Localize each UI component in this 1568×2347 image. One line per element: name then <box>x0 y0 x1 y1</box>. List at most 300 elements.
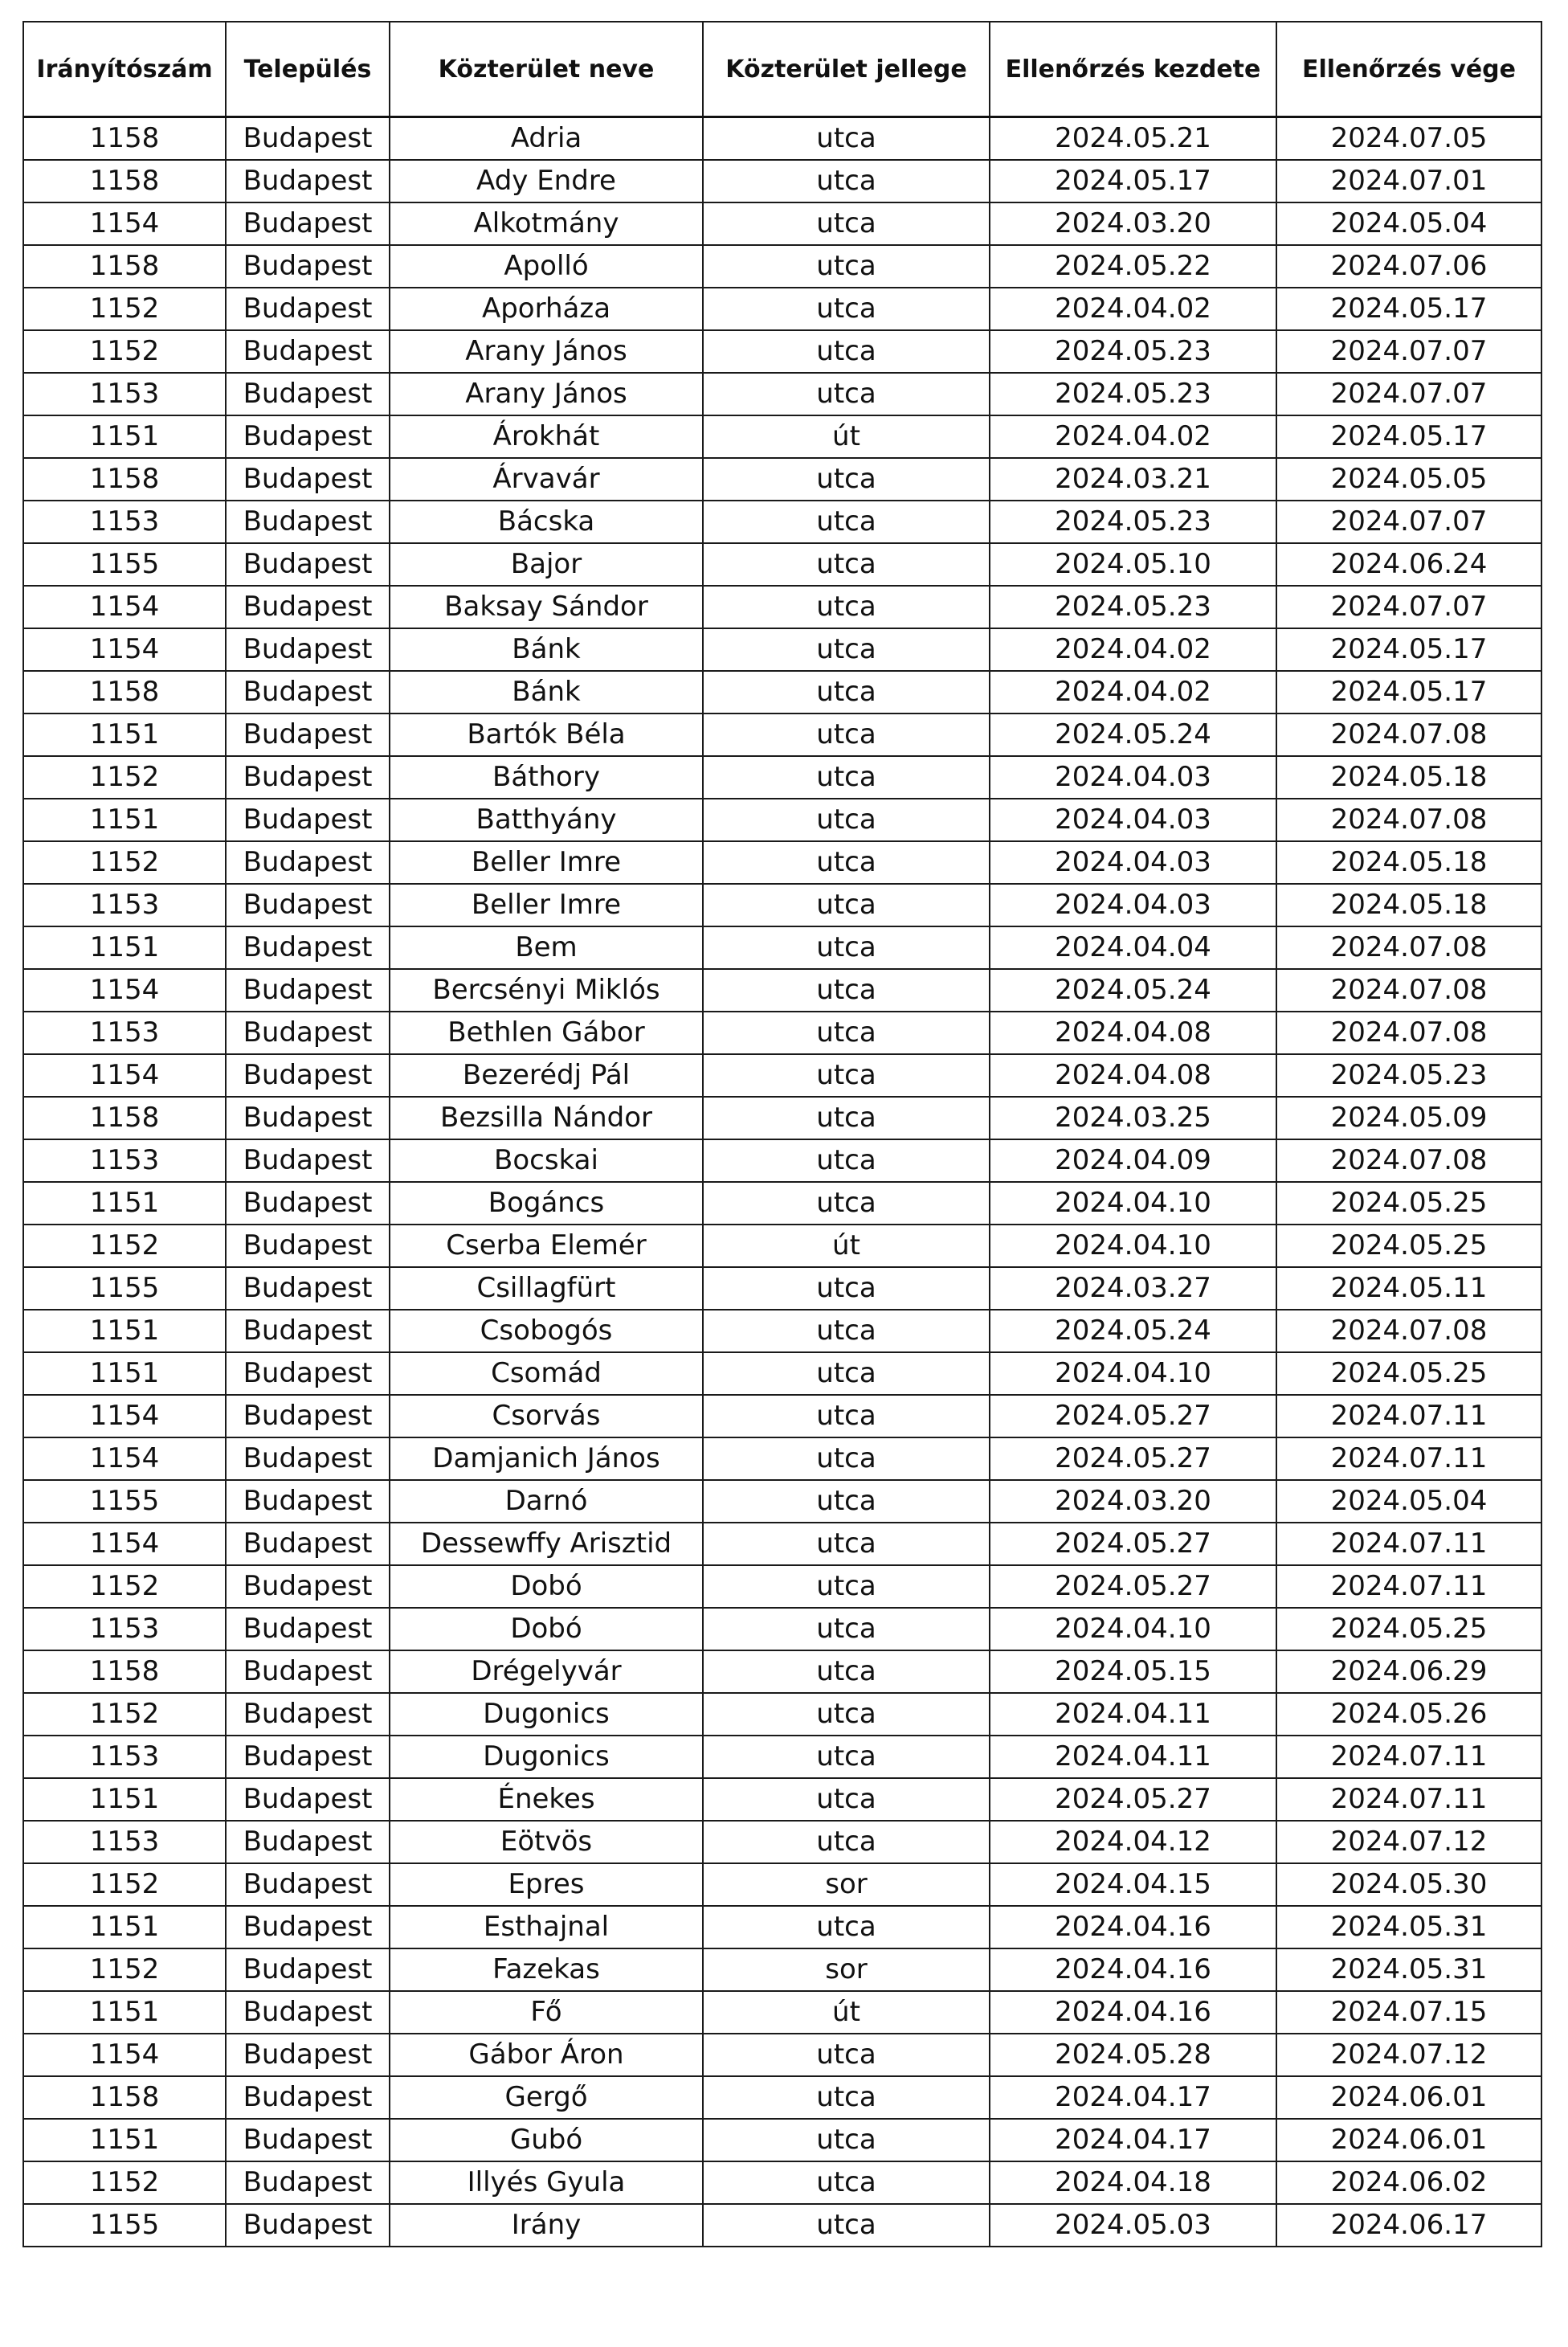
inspection-end-cell: 2024.06.02 <box>1276 2161 1541 2204</box>
settlement-cell: Budapest <box>226 2161 390 2204</box>
postal-code-cell: 1155 <box>23 1480 226 1523</box>
inspection-start-cell: 2024.05.27 <box>990 1565 1276 1608</box>
inspection-end-cell: 2024.05.05 <box>1276 458 1541 501</box>
street-name-cell: Árokhát <box>390 415 703 458</box>
street-type-cell: utca <box>703 1608 990 1650</box>
header-street-type: Közterület jellege <box>703 22 990 117</box>
table-row <box>23 1267 1541 1310</box>
inspection-start-cell: 2024.04.15 <box>990 1863 1276 1906</box>
table-row <box>23 288 1541 330</box>
inspection-end-cell: 2024.07.05 <box>1276 117 1541 161</box>
table-row <box>23 1608 1541 1650</box>
settlement-cell: Budapest <box>226 288 390 330</box>
settlement-cell: Budapest <box>226 2204 390 2247</box>
inspection-start-cell: 2024.05.23 <box>990 373 1276 415</box>
street-type-cell: út <box>703 415 990 458</box>
street-type-cell: utca <box>703 2119 990 2161</box>
street-type-cell: utca <box>703 1352 990 1395</box>
postal-code-cell: 1151 <box>23 1352 226 1395</box>
table-row <box>23 1693 1541 1736</box>
postal-code-cell: 1151 <box>23 1778 226 1821</box>
street-type-cell: sor <box>703 1948 990 1991</box>
inspection-start-cell: 2024.04.03 <box>990 841 1276 884</box>
table-row <box>23 1480 1541 1523</box>
table-row <box>23 543 1541 586</box>
postal-code-cell: 1152 <box>23 330 226 373</box>
settlement-cell: Budapest <box>226 1948 390 1991</box>
postal-code-cell: 1151 <box>23 799 226 841</box>
settlement-cell: Budapest <box>226 969 390 1012</box>
inspection-start-cell: 2024.05.21 <box>990 117 1276 161</box>
table-row <box>23 160 1541 202</box>
inspection-end-cell: 2024.05.11 <box>1276 1267 1541 1310</box>
street-type-cell: út <box>703 1991 990 2034</box>
street-type-cell: utca <box>703 586 990 628</box>
inspection-end-cell: 2024.05.09 <box>1276 1097 1541 1139</box>
street-type-cell: utca <box>703 1182 990 1225</box>
postal-code-cell: 1155 <box>23 543 226 586</box>
street-type-cell: utca <box>703 543 990 586</box>
settlement-cell: Budapest <box>226 1736 390 1778</box>
street-type-cell: utca <box>703 1778 990 1821</box>
table-row <box>23 1948 1541 1991</box>
inspection-end-cell: 2024.07.08 <box>1276 969 1541 1012</box>
settlement-cell: Budapest <box>226 756 390 799</box>
table-row <box>23 415 1541 458</box>
street-type-cell: utca <box>703 501 990 543</box>
inspection-end-cell: 2024.07.08 <box>1276 926 1541 969</box>
inspection-end-cell: 2024.07.12 <box>1276 2034 1541 2076</box>
postal-code-cell: 1151 <box>23 1906 226 1948</box>
street-name-cell: Gergő <box>390 2076 703 2119</box>
postal-code-cell: 1152 <box>23 1693 226 1736</box>
inspection-end-cell: 2024.05.17 <box>1276 671 1541 714</box>
inspection-start-cell: 2024.04.11 <box>990 1736 1276 1778</box>
inspection-start-cell: 2024.04.02 <box>990 628 1276 671</box>
inspection-start-cell: 2024.04.16 <box>990 1948 1276 1991</box>
header-settlement: Település <box>226 22 390 117</box>
postal-code-cell: 1152 <box>23 1948 226 1991</box>
inspection-start-cell: 2024.05.27 <box>990 1523 1276 1565</box>
inspection-end-cell: 2024.06.01 <box>1276 2076 1541 2119</box>
table-row <box>23 245 1541 288</box>
street-name-cell: Dugonics <box>390 1693 703 1736</box>
settlement-cell: Budapest <box>226 1310 390 1352</box>
street-name-cell: Esthajnal <box>390 1906 703 1948</box>
inspection-end-cell: 2024.07.11 <box>1276 1437 1541 1480</box>
header-inspection-start: Ellenőrzés kezdete <box>990 22 1276 117</box>
table-row <box>23 1437 1541 1480</box>
street-name-cell: Baksay Sándor <box>390 586 703 628</box>
postal-code-cell: 1154 <box>23 969 226 1012</box>
street-name-cell: Bartók Béla <box>390 714 703 756</box>
postal-code-cell: 1158 <box>23 160 226 202</box>
inspection-end-cell: 2024.05.17 <box>1276 628 1541 671</box>
street-type-cell: utca <box>703 288 990 330</box>
postal-code-cell: 1158 <box>23 2076 226 2119</box>
inspection-end-cell: 2024.06.01 <box>1276 2119 1541 2161</box>
inspection-start-cell: 2024.05.15 <box>990 1650 1276 1693</box>
inspection-end-cell: 2024.07.01 <box>1276 160 1541 202</box>
street-name-cell: Gábor Áron <box>390 2034 703 2076</box>
street-type-cell: utca <box>703 330 990 373</box>
inspection-end-cell: 2024.05.18 <box>1276 841 1541 884</box>
street-name-cell: Dessewffy Arisztid <box>390 1523 703 1565</box>
table-row <box>23 1565 1541 1608</box>
postal-code-cell: 1153 <box>23 1736 226 1778</box>
street-name-cell: Fazekas <box>390 1948 703 1991</box>
street-name-cell: Dugonics <box>390 1736 703 1778</box>
street-name-cell: Cserba Elemér <box>390 1225 703 1267</box>
postal-code-cell: 1152 <box>23 2161 226 2204</box>
inspection-end-cell: 2024.05.31 <box>1276 1948 1541 1991</box>
postal-code-cell: 1151 <box>23 2119 226 2161</box>
street-type-cell: utca <box>703 756 990 799</box>
inspection-end-cell: 2024.05.25 <box>1276 1352 1541 1395</box>
inspection-start-cell: 2024.05.22 <box>990 245 1276 288</box>
street-inspection-table <box>22 21 1542 2247</box>
inspection-start-cell: 2024.04.16 <box>990 1906 1276 1948</box>
street-name-cell: Árvavár <box>390 458 703 501</box>
postal-code-cell: 1154 <box>23 1437 226 1480</box>
settlement-cell: Budapest <box>226 1863 390 1906</box>
settlement-cell: Budapest <box>226 501 390 543</box>
inspection-start-cell: 2024.05.17 <box>990 160 1276 202</box>
street-type-cell: utca <box>703 117 990 161</box>
street-name-cell: Arany János <box>390 373 703 415</box>
street-name-cell: Bocskai <box>390 1139 703 1182</box>
postal-code-cell: 1155 <box>23 2204 226 2247</box>
street-type-cell: utca <box>703 2034 990 2076</box>
settlement-cell: Budapest <box>226 1139 390 1182</box>
inspection-start-cell: 2024.03.21 <box>990 458 1276 501</box>
postal-code-cell: 1153 <box>23 1608 226 1650</box>
table-row <box>23 799 1541 841</box>
postal-code-cell: 1158 <box>23 458 226 501</box>
settlement-cell: Budapest <box>226 1565 390 1608</box>
street-type-cell: utca <box>703 202 990 245</box>
inspection-end-cell: 2024.05.17 <box>1276 415 1541 458</box>
table-row <box>23 1395 1541 1437</box>
settlement-cell: Budapest <box>226 117 390 161</box>
street-type-cell: utca <box>703 1736 990 1778</box>
table-row <box>23 714 1541 756</box>
inspection-start-cell: 2024.05.03 <box>990 2204 1276 2247</box>
street-name-cell: Apolló <box>390 245 703 288</box>
inspection-end-cell: 2024.07.07 <box>1276 501 1541 543</box>
table-header <box>23 22 1541 117</box>
inspection-start-cell: 2024.04.04 <box>990 926 1276 969</box>
settlement-cell: Budapest <box>226 1650 390 1693</box>
table-row <box>23 1821 1541 1863</box>
settlement-cell: Budapest <box>226 415 390 458</box>
inspection-end-cell: 2024.05.25 <box>1276 1182 1541 1225</box>
table-row <box>23 671 1541 714</box>
street-name-cell: Bethlen Gábor <box>390 1012 703 1054</box>
inspection-start-cell: 2024.03.20 <box>990 1480 1276 1523</box>
header-street-name: Közterület neve <box>390 22 703 117</box>
table-row <box>23 1778 1541 1821</box>
inspection-start-cell: 2024.05.28 <box>990 2034 1276 2076</box>
inspection-start-cell: 2024.04.08 <box>990 1012 1276 1054</box>
inspection-start-cell: 2024.04.10 <box>990 1352 1276 1395</box>
inspection-end-cell: 2024.07.06 <box>1276 245 1541 288</box>
street-name-cell: Csorvás <box>390 1395 703 1437</box>
inspection-start-cell: 2024.04.10 <box>990 1225 1276 1267</box>
settlement-cell: Budapest <box>226 628 390 671</box>
street-type-cell: sor <box>703 1863 990 1906</box>
street-name-cell: Csomád <box>390 1352 703 1395</box>
street-type-cell: utca <box>703 1097 990 1139</box>
inspection-end-cell: 2024.07.08 <box>1276 714 1541 756</box>
postal-code-cell: 1151 <box>23 926 226 969</box>
street-type-cell: utca <box>703 160 990 202</box>
street-name-cell: Bánk <box>390 671 703 714</box>
street-type-cell: utca <box>703 1906 990 1948</box>
settlement-cell: Budapest <box>226 160 390 202</box>
postal-code-cell: 1154 <box>23 1395 226 1437</box>
settlement-cell: Budapest <box>226 1480 390 1523</box>
inspection-start-cell: 2024.05.24 <box>990 714 1276 756</box>
table-row <box>23 1650 1541 1693</box>
street-name-cell: Darnó <box>390 1480 703 1523</box>
table-row <box>23 1012 1541 1054</box>
settlement-cell: Budapest <box>226 202 390 245</box>
street-type-cell: utca <box>703 1310 990 1352</box>
inspection-end-cell: 2024.07.11 <box>1276 1778 1541 1821</box>
settlement-cell: Budapest <box>226 1054 390 1097</box>
inspection-end-cell: 2024.05.04 <box>1276 1480 1541 1523</box>
street-name-cell: Dobó <box>390 1608 703 1650</box>
postal-code-cell: 1158 <box>23 117 226 161</box>
settlement-cell: Budapest <box>226 799 390 841</box>
street-name-cell: Gubó <box>390 2119 703 2161</box>
settlement-cell: Budapest <box>226 543 390 586</box>
postal-code-cell: 1154 <box>23 1054 226 1097</box>
settlement-cell: Budapest <box>226 1523 390 1565</box>
inspection-end-cell: 2024.07.08 <box>1276 799 1541 841</box>
street-type-cell: utca <box>703 1821 990 1863</box>
postal-code-cell: 1151 <box>23 1991 226 2034</box>
postal-code-cell: 1152 <box>23 1565 226 1608</box>
inspection-end-cell: 2024.05.26 <box>1276 1693 1541 1736</box>
street-type-cell: utca <box>703 884 990 926</box>
settlement-cell: Budapest <box>226 1991 390 2034</box>
header-row <box>23 22 1541 117</box>
inspection-start-cell: 2024.04.12 <box>990 1821 1276 1863</box>
inspection-end-cell: 2024.06.29 <box>1276 1650 1541 1693</box>
settlement-cell: Budapest <box>226 1267 390 1310</box>
street-name-cell: Arany János <box>390 330 703 373</box>
settlement-cell: Budapest <box>226 1608 390 1650</box>
street-name-cell: Beller Imre <box>390 884 703 926</box>
street-name-cell: Damjanich János <box>390 1437 703 1480</box>
inspection-start-cell: 2024.03.25 <box>990 1097 1276 1139</box>
table-row <box>23 373 1541 415</box>
settlement-cell: Budapest <box>226 1437 390 1480</box>
inspection-start-cell: 2024.04.02 <box>990 415 1276 458</box>
settlement-cell: Budapest <box>226 2119 390 2161</box>
postal-code-cell: 1152 <box>23 841 226 884</box>
inspection-end-cell: 2024.07.07 <box>1276 373 1541 415</box>
street-name-cell: Illyés Gyula <box>390 2161 703 2204</box>
inspection-start-cell: 2024.04.09 <box>990 1139 1276 1182</box>
table-row <box>23 628 1541 671</box>
header-inspection-end: Ellenőrzés vége <box>1276 22 1541 117</box>
street-type-cell: út <box>703 1225 990 1267</box>
inspection-start-cell: 2024.04.17 <box>990 2119 1276 2161</box>
postal-code-cell: 1154 <box>23 2034 226 2076</box>
street-type-cell: utca <box>703 1693 990 1736</box>
street-name-cell: Alkotmány <box>390 202 703 245</box>
inspection-end-cell: 2024.05.23 <box>1276 1054 1541 1097</box>
street-name-cell: Bogáncs <box>390 1182 703 1225</box>
postal-code-cell: 1158 <box>23 1650 226 1693</box>
street-name-cell: Drégelyvár <box>390 1650 703 1693</box>
settlement-cell: Budapest <box>226 1395 390 1437</box>
postal-code-cell: 1158 <box>23 671 226 714</box>
inspection-end-cell: 2024.05.17 <box>1276 288 1541 330</box>
settlement-cell: Budapest <box>226 671 390 714</box>
table-row <box>23 1182 1541 1225</box>
table-row <box>23 1523 1541 1565</box>
street-type-cell: utca <box>703 2204 990 2247</box>
postal-code-cell: 1153 <box>23 373 226 415</box>
inspection-start-cell: 2024.05.23 <box>990 586 1276 628</box>
inspection-start-cell: 2024.04.02 <box>990 288 1276 330</box>
street-name-cell: Epres <box>390 1863 703 1906</box>
inspection-start-cell: 2024.04.17 <box>990 2076 1276 2119</box>
street-type-cell: utca <box>703 245 990 288</box>
street-type-cell: utca <box>703 1267 990 1310</box>
inspection-start-cell: 2024.05.27 <box>990 1395 1276 1437</box>
table-row <box>23 2204 1541 2247</box>
street-type-cell: utca <box>703 1054 990 1097</box>
inspection-start-cell: 2024.05.23 <box>990 330 1276 373</box>
postal-code-cell: 1153 <box>23 884 226 926</box>
inspection-end-cell: 2024.07.11 <box>1276 1523 1541 1565</box>
settlement-cell: Budapest <box>226 926 390 969</box>
inspection-end-cell: 2024.07.07 <box>1276 586 1541 628</box>
inspection-end-cell: 2024.05.25 <box>1276 1608 1541 1650</box>
inspection-end-cell: 2024.07.15 <box>1276 1991 1541 2034</box>
street-type-cell: utca <box>703 671 990 714</box>
settlement-cell: Budapest <box>226 1012 390 1054</box>
table-row <box>23 2034 1541 2076</box>
street-name-cell: Batthyány <box>390 799 703 841</box>
inspection-end-cell: 2024.05.18 <box>1276 884 1541 926</box>
street-type-cell: utca <box>703 1523 990 1565</box>
inspection-end-cell: 2024.07.08 <box>1276 1139 1541 1182</box>
postal-code-cell: 1155 <box>23 1267 226 1310</box>
street-type-cell: utca <box>703 1139 990 1182</box>
street-name-cell: Dobó <box>390 1565 703 1608</box>
inspection-end-cell: 2024.05.25 <box>1276 1225 1541 1267</box>
street-type-cell: utca <box>703 969 990 1012</box>
settlement-cell: Budapest <box>226 458 390 501</box>
street-type-cell: utca <box>703 926 990 969</box>
inspection-start-cell: 2024.04.10 <box>990 1608 1276 1650</box>
inspection-start-cell: 2024.03.27 <box>990 1267 1276 1310</box>
postal-code-cell: 1154 <box>23 586 226 628</box>
postal-code-cell: 1151 <box>23 714 226 756</box>
settlement-cell: Budapest <box>226 841 390 884</box>
settlement-cell: Budapest <box>226 2076 390 2119</box>
street-name-cell: Fő <box>390 1991 703 2034</box>
postal-code-cell: 1152 <box>23 756 226 799</box>
street-type-cell: utca <box>703 799 990 841</box>
settlement-cell: Budapest <box>226 714 390 756</box>
inspection-start-cell: 2024.04.10 <box>990 1182 1276 1225</box>
table-row <box>23 1991 1541 2034</box>
inspection-end-cell: 2024.07.12 <box>1276 1821 1541 1863</box>
table-row <box>23 1310 1541 1352</box>
inspection-end-cell: 2024.05.18 <box>1276 756 1541 799</box>
settlement-cell: Budapest <box>226 1821 390 1863</box>
table-row <box>23 1736 1541 1778</box>
inspection-end-cell: 2024.05.04 <box>1276 202 1541 245</box>
street-name-cell: Adria <box>390 117 703 161</box>
street-name-cell: Énekes <box>390 1778 703 1821</box>
street-type-cell: utca <box>703 373 990 415</box>
postal-code-cell: 1151 <box>23 1310 226 1352</box>
street-type-cell: utca <box>703 1395 990 1437</box>
table-row <box>23 756 1541 799</box>
inspection-start-cell: 2024.04.03 <box>990 799 1276 841</box>
inspection-start-cell: 2024.04.18 <box>990 2161 1276 2204</box>
inspection-start-cell: 2024.04.11 <box>990 1693 1276 1736</box>
street-type-cell: utca <box>703 2161 990 2204</box>
table-row <box>23 1225 1541 1267</box>
table-row <box>23 1097 1541 1139</box>
settlement-cell: Budapest <box>226 330 390 373</box>
postal-code-cell: 1153 <box>23 1821 226 1863</box>
table-row <box>23 2119 1541 2161</box>
postal-code-cell: 1152 <box>23 288 226 330</box>
street-type-cell: utca <box>703 2076 990 2119</box>
street-name-cell: Bezerédj Pál <box>390 1054 703 1097</box>
settlement-cell: Budapest <box>226 2034 390 2076</box>
settlement-cell: Budapest <box>226 1182 390 1225</box>
table-row <box>23 202 1541 245</box>
street-name-cell: Bezsilla Nándor <box>390 1097 703 1139</box>
street-name-cell: Irány <box>390 2204 703 2247</box>
street-type-cell: utca <box>703 1012 990 1054</box>
header-postal-code: Irányítószám <box>23 22 226 117</box>
street-name-cell: Eötvös <box>390 1821 703 1863</box>
inspection-end-cell: 2024.07.08 <box>1276 1310 1541 1352</box>
inspection-end-cell: 2024.05.30 <box>1276 1863 1541 1906</box>
table-row <box>23 458 1541 501</box>
table-row <box>23 1054 1541 1097</box>
postal-code-cell: 1154 <box>23 1523 226 1565</box>
inspection-start-cell: 2024.05.24 <box>990 969 1276 1012</box>
inspection-start-cell: 2024.05.27 <box>990 1778 1276 1821</box>
inspection-end-cell: 2024.07.11 <box>1276 1736 1541 1778</box>
street-type-cell: utca <box>703 1565 990 1608</box>
inspection-start-cell: 2024.04.16 <box>990 1991 1276 2034</box>
postal-code-cell: 1153 <box>23 1139 226 1182</box>
inspection-end-cell: 2024.07.08 <box>1276 1012 1541 1054</box>
settlement-cell: Budapest <box>226 1906 390 1948</box>
table-row <box>23 926 1541 969</box>
table-row <box>23 1139 1541 1182</box>
inspection-start-cell: 2024.04.03 <box>990 884 1276 926</box>
table-row <box>23 2076 1541 2119</box>
street-type-cell: utca <box>703 841 990 884</box>
table-row <box>23 586 1541 628</box>
street-name-cell: Báthory <box>390 756 703 799</box>
